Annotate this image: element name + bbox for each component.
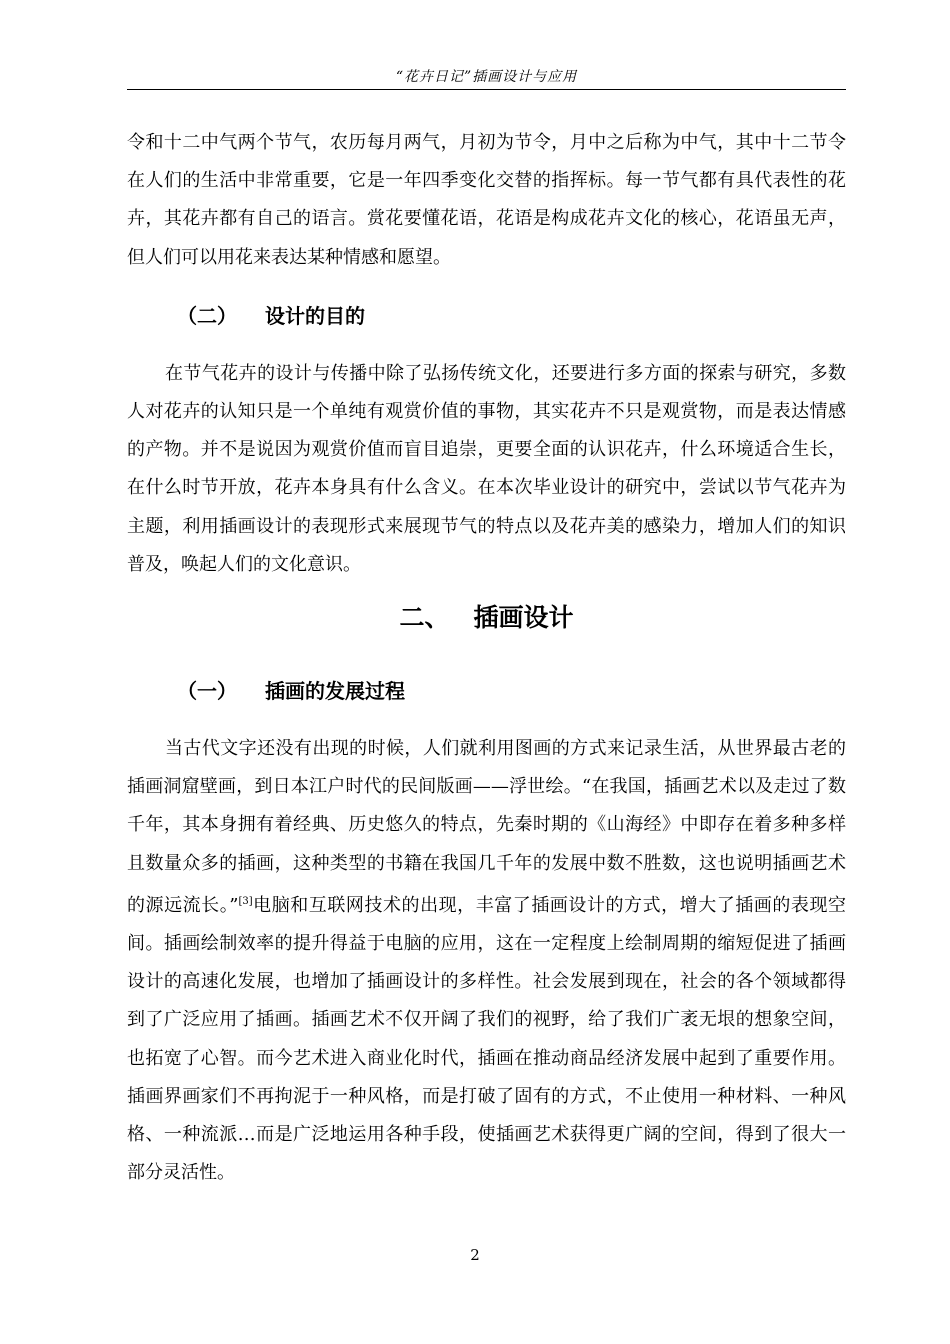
paragraph-design-purpose: 在节气花卉的设计与传播中除了弘扬传统文化，还要进行多方面的探索与研究，多数人对花卉的认知只是一个单纯有观赏价值的事物，其实花卉不只是观赏物，而是表达情感的产物。并不是说因为观赏价值而盲目追崇，更要全面的认识花卉，什么环境适合生长，在什么时节开放，花卉本身具有什么含义。在本次毕业设计的研究中，尝试以节气花卉为主题，利用插画设计的表现形式来展现节气的特点以及花卉美的感染力，增加人们的知识普及，唤起人们的文化意识。 [127,362,846,575]
paragraph-continued: 令和十二中气两个节气，农历每月两气，月初为节令，月中之后称为中气，其中十二节令在人们的生活中非常重要，它是一年四季变化交替的指挥标。每一节气都有具代表性的花卉，其花卉都有自己的语言。赏花要懂花语，花语是构成花卉文化的核心，花语虽无声，但人们可以用花来表达某种情感和愿望。 [127,132,846,268]
chapter-number: 二、 [399,603,450,633]
paragraph-text-before-citation: 当古代文字还没有出现的时候，人们就利用图画的方式来记录生活，从世界最古老的插画洞窟壁画，到日本江户时代的民间版画——浮世绘。“在我国，插画艺术以及走过了数千年，其本身拥有着经典、历史悠久的特点，先秦时期的《山海经》中即存在着多种多样且数量众多的插画，这种类型的书籍在我国几千年的发展中数不胜数，这也说明插画艺术的源远流长。” [127,738,846,916]
section-title: 设计的目的 [265,303,365,328]
page-number: 2 [470,1246,480,1264]
chapter-title: 插画设计 [473,603,574,633]
section-heading-development [127,652,846,730]
paragraph-development [127,730,846,1192]
header-rule [127,89,846,90]
citation-reference: [3] [238,895,253,907]
running-header: “花卉日记”插画设计与应用 [395,69,578,85]
section-title: 插画的发展过程 [265,679,405,704]
paragraph-text-after-citation: 电脑和互联网技术的出现，丰富了插画设计的方式，增大了插画的表现空间。插画绘制效率的提升得益于电脑的应用，这在一定程度上绘制周期的缩短促进了插画设计的高速化发展，也增加了插画设计的多样性。社会发展到现在，社会的各个领域都得到了广泛应用了插画。插画艺术不仅开阔了我们的视野，给了我们广袤无垠的想象空间，也拓宽了心智。而今艺术进入商业化时代，插画在推动商品经济发展中起到了重要作用。插画界画家们不再拘泥于一种风格，而是打破了固有的方式，不止使用一种材料、一种风格、一种流派…而是广泛地运用各种手段，使插画艺术获得更广阔的空间，得到了很大一部分灵活性。 [127,894,847,1184]
section-number: （二） [177,303,237,328]
section-heading-design-purpose [127,277,846,355]
section-number: （一） [177,679,237,704]
chapter-heading-illustration-design [127,584,846,652]
page-content [127,124,846,1192]
